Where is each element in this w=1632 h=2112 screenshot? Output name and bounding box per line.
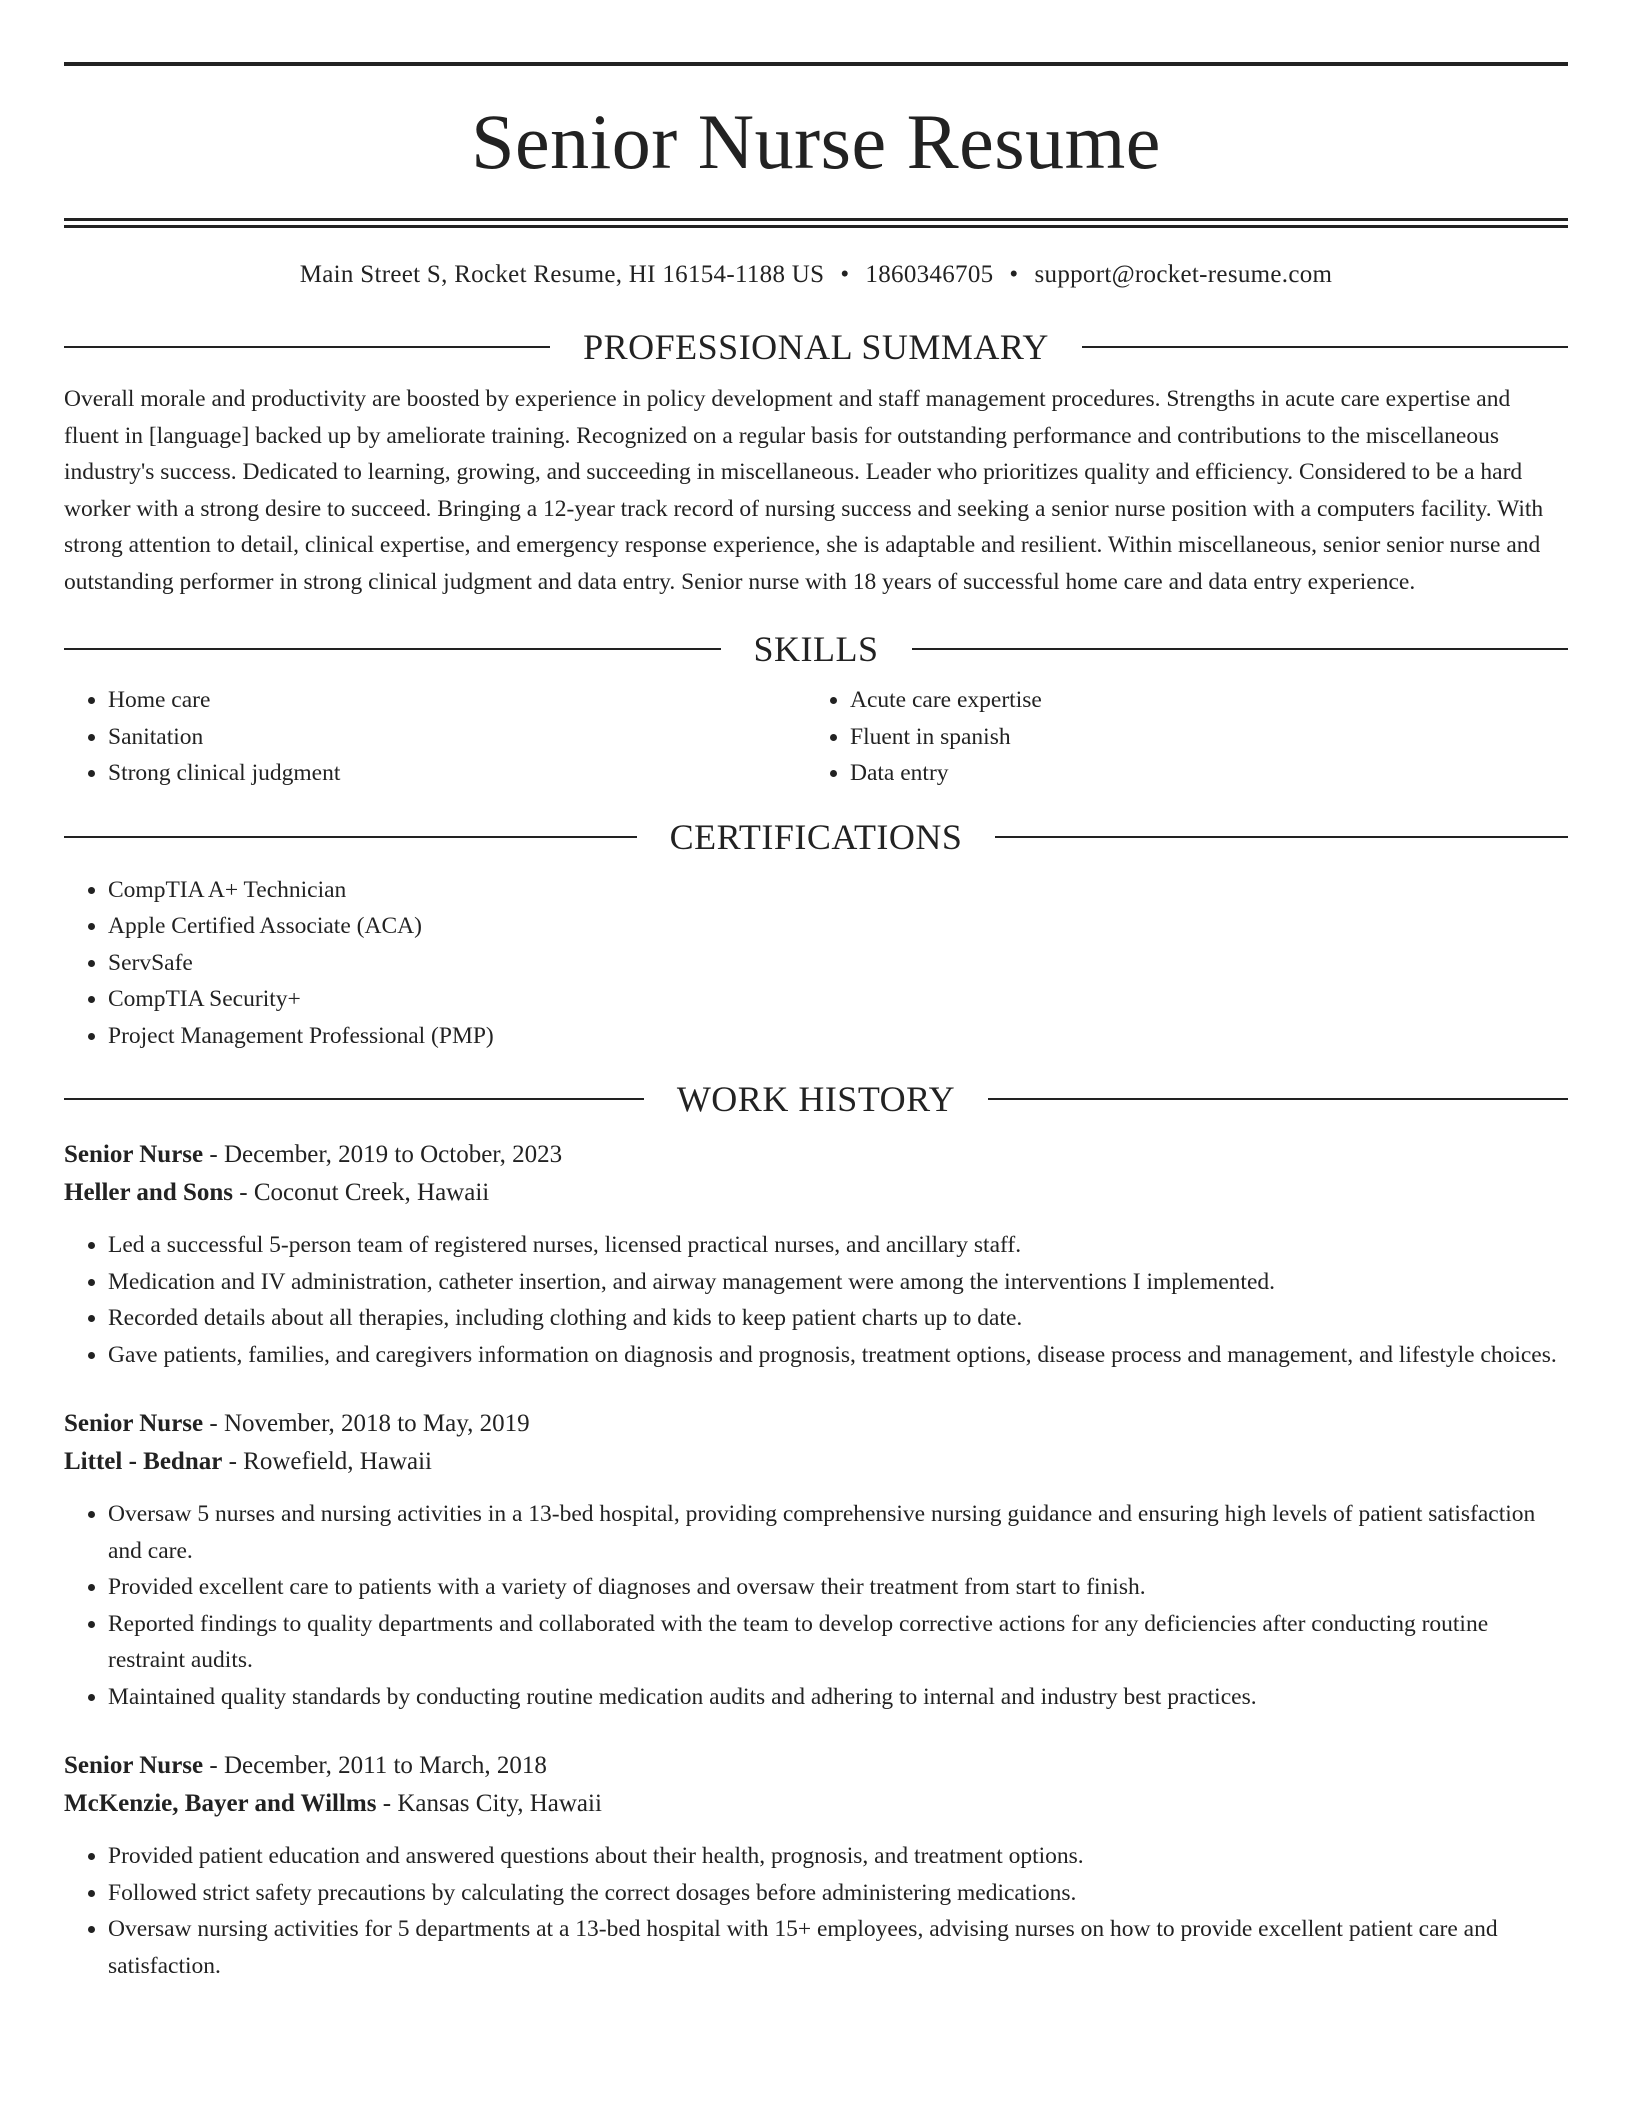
section-rule [64, 648, 721, 650]
skill-item: • Strong clinical judgment [108, 755, 806, 792]
job-dates: - December, 2019 to October, 2023 [203, 1141, 563, 1168]
job-location: - Kansas City, Hawaii [376, 1790, 602, 1817]
job-bullet: • Followed strict safety precautions by calculating the correct dosages before administering medications. [108, 1875, 1568, 1912]
top-rule [64, 62, 1568, 66]
certification-item: • ServSafe [108, 945, 1568, 982]
resume-title: Senior Nurse Resume [471, 98, 1161, 185]
job-company: McKenzie, Bayer and Willms [64, 1790, 377, 1817]
job-dates: - December, 2011 to March, 2018 [203, 1752, 547, 1779]
contact-email: support@rocket-resume.com [1034, 261, 1333, 288]
job-bullet: • Reported findings to quality departments and collaborated with the team to develop corrective actions for any deficiencies after conducting routine restraint audits. [108, 1606, 1568, 1679]
certification-item: • CompTIA A+ Technician [108, 872, 1568, 909]
section-rule [64, 346, 550, 348]
job-bullet: • Oversaw 5 nurses and nursing activities in a 13-bed hospital, providing comprehensive nursing guidance and ensuring high levels of patient satisfaction and care. [108, 1496, 1568, 1569]
section-rule [988, 1098, 1568, 1100]
job-company-line [64, 1785, 1568, 1823]
skills-list-left [64, 682, 806, 792]
section-title-summary: PROFESSIONAL SUMMARY [583, 327, 1049, 367]
certification-item: • CompTIA Security+ [108, 981, 1568, 1018]
job-location: - Coconut Creek, Hawaii [233, 1179, 490, 1206]
job-role-line [64, 1136, 1568, 1174]
job-bullet: • Gave patients, families, and caregivers information on diagnosis and prognosis, treatment options, disease process and management, and lifestyle choices. [108, 1337, 1568, 1374]
job-role: Senior Nurse [64, 1141, 204, 1168]
contact-line [64, 260, 1568, 290]
job-company-line [64, 1174, 1568, 1212]
section-rule [64, 836, 637, 838]
certification-item: • Apple Certified Associate (ACA) [108, 908, 1568, 945]
job-bullet: • Provided patient education and answered questions about their health, prognosis, and treatment options. [108, 1838, 1568, 1875]
section-header-certifications [64, 816, 1568, 858]
job-bullet: • Oversaw nursing activities for 5 departments at a 13-bed hospital with 15+ employees, advising nurses on how to provide excellent patient care and satisfaction. [108, 1911, 1568, 1984]
job-entry [64, 1136, 1568, 1373]
job-role: Senior Nurse [64, 1410, 204, 1437]
skills-list-right [806, 682, 1548, 792]
section-title-skills: SKILLS [753, 629, 879, 669]
job-role: Senior Nurse [64, 1752, 204, 1779]
job-bullets [64, 1496, 1568, 1715]
skills-columns [64, 682, 1568, 792]
section-header-work-history [64, 1078, 1568, 1120]
job-location: - Rowefield, Hawaii [222, 1448, 432, 1475]
summary-paragraph: Overall morale and productivity are boosted by experience in policy development and staff management procedures. Strengths in acute care expertise and fluent in [language] backed up by ameliorate training. Recognized on a regular basis for outstanding performance and contributions to the miscellaneous industry's success. Dedicated to learning, growing, and succeeding in miscellaneous. Leader who prioritizes quality and efficiency. Considered to be a hard worker with a strong desire to succeed. Bringing a 12-year track record of nursing success and seeking a senior nurse position with a computers facility. With strong attention to detail, clinical expertise, and emergency response experience, she is adaptable and resilient. Within miscellaneous, senior senior nurse and outstanding performer in strong clinical judgment and data entry. Senior nurse with 18 years of successful home care and data entry experience. [64, 386, 1544, 595]
section-rule [64, 1098, 644, 1100]
section-title-work-history: WORK HISTORY [676, 1079, 956, 1119]
title-double-rule [64, 218, 1568, 228]
job-bullet: • Provided excellent care to patients with a variety of diagnoses and oversaw their treatment from start to finish. [108, 1569, 1568, 1606]
job-entry [64, 1747, 1568, 1984]
contact-address: Main Street S, Rocket Resume, HI 16154-1188 US [299, 261, 825, 288]
job-bullet: • Maintained quality standards by conducting routine medication audits and adhering to internal and industry best practices. [108, 1679, 1568, 1716]
job-bullets [64, 1838, 1568, 1984]
skill-item: • Data entry [850, 755, 1548, 792]
contact-separator: • [840, 261, 850, 288]
contact-separator: • [1009, 261, 1019, 288]
job-bullets [64, 1227, 1568, 1373]
skill-item: • Fluent in spanish [850, 719, 1548, 756]
section-rule [912, 648, 1569, 650]
section-rule [995, 836, 1568, 838]
job-entry [64, 1405, 1568, 1715]
job-company: Littel - Bednar [64, 1448, 223, 1475]
section-title-certifications: CERTIFICATIONS [669, 816, 963, 857]
skill-item: • Home care [108, 682, 806, 719]
skill-item: • Acute care expertise [850, 682, 1548, 719]
job-role-line [64, 1405, 1568, 1443]
section-header-skills [64, 628, 1568, 670]
job-role-line [64, 1747, 1568, 1785]
job-bullet: • Medication and IV administration, catheter insertion, and airway management were among the interventions I implemented. [108, 1264, 1568, 1301]
section-header-summary [64, 326, 1568, 368]
certifications-list [64, 872, 1568, 1055]
section-rule [1082, 346, 1568, 348]
contact-phone: 1860346705 [865, 261, 994, 288]
job-dates: - November, 2018 to May, 2019 [203, 1410, 530, 1437]
certification-item: • Project Management Professional (PMP) [108, 1018, 1568, 1055]
job-company: Heller and Sons [64, 1179, 234, 1206]
resume-page [64, 62, 1568, 1984]
job-bullet: • Led a successful 5-person team of registered nurses, licensed practical nurses, and ancillary staff. [108, 1227, 1568, 1264]
job-company-line [64, 1443, 1568, 1481]
skill-item: • Sanitation [108, 719, 806, 756]
job-bullet: • Recorded details about all therapies, including clothing and kids to keep patient charts up to date. [108, 1300, 1568, 1337]
